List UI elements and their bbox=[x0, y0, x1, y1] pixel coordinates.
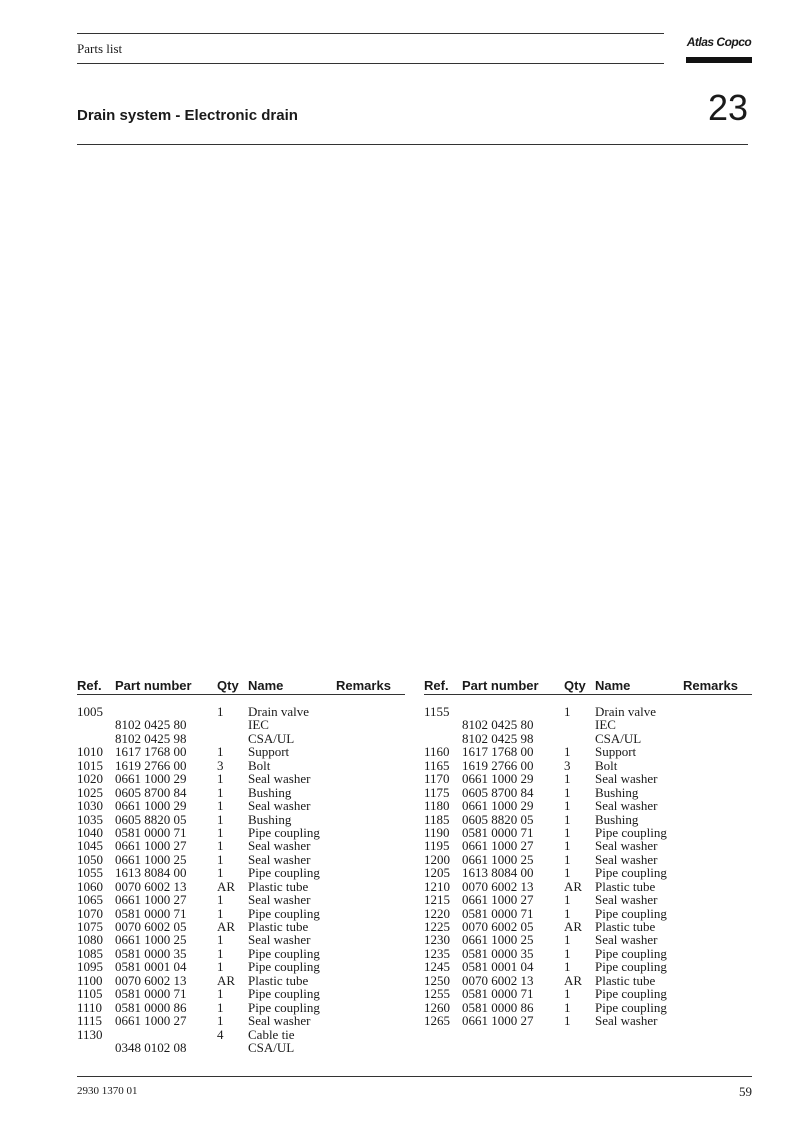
cell-qty: AR bbox=[564, 972, 583, 988]
cell-name: Pipe coupling bbox=[595, 945, 667, 961]
header-top-rule bbox=[77, 33, 664, 34]
cell-ref: 1160 bbox=[424, 744, 450, 760]
cell-name: Seal washer bbox=[595, 851, 658, 867]
cell-part-number: 0581 0000 71 bbox=[115, 905, 187, 921]
cell-ref: 1265 bbox=[424, 1013, 450, 1029]
cell-qty: 1 bbox=[217, 959, 224, 975]
table-row bbox=[424, 907, 752, 920]
cell-part-number: 1619 2766 00 bbox=[115, 757, 187, 773]
cell-name: Seal washer bbox=[248, 892, 311, 908]
table-row bbox=[424, 880, 752, 893]
cell-part-number: 0581 0000 35 bbox=[115, 945, 187, 961]
table-row bbox=[77, 960, 405, 973]
col-part-header: Part number bbox=[115, 678, 192, 693]
cell-ref: 1025 bbox=[77, 784, 103, 800]
cell-ref: 1195 bbox=[424, 838, 450, 854]
cell-part-number: 0661 1000 25 bbox=[115, 851, 187, 867]
cell-qty: AR bbox=[217, 878, 236, 894]
table-row bbox=[424, 974, 752, 987]
cell-qty: 1 bbox=[217, 999, 224, 1015]
cell-part-number: 0581 0000 71 bbox=[115, 986, 187, 1002]
cell-part-number: 0581 0000 86 bbox=[115, 999, 187, 1015]
cell-qty: 1 bbox=[217, 892, 224, 908]
cell-qty: 1 bbox=[217, 824, 224, 840]
cell-part-number: 0661 1000 29 bbox=[462, 771, 534, 787]
cell-qty: 1 bbox=[217, 811, 224, 827]
cell-name: IEC bbox=[595, 717, 616, 733]
cell-qty: 3 bbox=[564, 757, 571, 773]
cell-name: Seal washer bbox=[248, 771, 311, 787]
cell-name: Plastic tube bbox=[248, 878, 309, 894]
cell-name: Pipe coupling bbox=[595, 959, 667, 975]
cell-part-number: 1613 8084 00 bbox=[462, 865, 534, 881]
cell-ref: 1010 bbox=[77, 744, 103, 760]
cell-ref: 1075 bbox=[77, 919, 103, 934]
table-row bbox=[77, 732, 405, 745]
cell-ref: 1260 bbox=[424, 999, 450, 1015]
cell-part-number: 0070 6002 13 bbox=[115, 972, 187, 988]
cell-ref: 1215 bbox=[424, 892, 450, 908]
table-row bbox=[424, 705, 752, 718]
cell-ref: 1015 bbox=[77, 757, 103, 773]
cell-name: Support bbox=[595, 744, 637, 760]
table-row bbox=[424, 1014, 752, 1027]
cell-part-number: 0581 0000 35 bbox=[462, 945, 534, 961]
col-name-header: Name bbox=[248, 678, 284, 693]
col-remarks-header: Remarks bbox=[336, 678, 391, 693]
cell-part-number: 0661 1000 27 bbox=[462, 892, 534, 908]
table-row bbox=[77, 839, 405, 852]
table-row bbox=[77, 1041, 405, 1054]
cell-qty: AR bbox=[564, 878, 583, 894]
cell-part-number: 0661 1000 29 bbox=[115, 771, 187, 787]
cell-ref: 1115 bbox=[77, 1013, 103, 1029]
cell-qty: 4 bbox=[217, 1026, 224, 1042]
cell-name: CSA/UL bbox=[248, 730, 295, 746]
cell-ref: 1225 bbox=[424, 919, 450, 934]
cell-part-number: 1617 1768 00 bbox=[115, 744, 187, 760]
cell-name: Seal washer bbox=[595, 798, 658, 814]
cell-name: Pipe coupling bbox=[595, 905, 667, 921]
cell-ref: 1185 bbox=[424, 811, 450, 827]
cell-name: Bushing bbox=[595, 784, 639, 800]
col-part-header: Part number bbox=[462, 678, 539, 693]
table-row bbox=[424, 799, 752, 812]
cell-ref: 1230 bbox=[424, 932, 450, 948]
cell-ref: 1060 bbox=[77, 878, 103, 894]
brand-logo-bar bbox=[686, 57, 752, 63]
cell-part-number: 0070 6002 13 bbox=[115, 878, 187, 894]
section-rule bbox=[77, 144, 748, 145]
cell-name: Bushing bbox=[595, 811, 639, 827]
cell-name: Pipe coupling bbox=[248, 905, 320, 921]
cell-ref: 1235 bbox=[424, 945, 450, 961]
table-row bbox=[77, 974, 405, 987]
cell-ref: 1035 bbox=[77, 811, 103, 827]
cell-part-number: 0661 1000 27 bbox=[115, 892, 187, 908]
table-row bbox=[424, 866, 752, 879]
cell-qty: AR bbox=[217, 919, 236, 934]
table-row bbox=[424, 745, 752, 758]
parts-table-left bbox=[77, 678, 405, 1055]
cell-part-number: 0605 8820 05 bbox=[115, 811, 187, 827]
table-row bbox=[424, 786, 752, 799]
table-header bbox=[77, 678, 405, 694]
cell-part-number: 0661 1000 27 bbox=[115, 1013, 187, 1029]
table-header-rule bbox=[77, 694, 405, 695]
cell-ref: 1040 bbox=[77, 824, 103, 840]
table-row bbox=[77, 987, 405, 1000]
section-title: Drain system - Electronic drain bbox=[77, 107, 298, 124]
table-row bbox=[424, 772, 752, 785]
cell-name: Drain valve bbox=[248, 704, 310, 719]
col-ref-header: Ref. bbox=[424, 678, 449, 693]
cell-qty: 1 bbox=[564, 1013, 571, 1029]
cell-part-number: 1619 2766 00 bbox=[462, 757, 534, 773]
table-header-rule bbox=[424, 694, 752, 695]
cell-part-number: 0605 8700 84 bbox=[115, 784, 187, 800]
cell-name: Pipe coupling bbox=[248, 959, 320, 975]
cell-name: Pipe coupling bbox=[248, 999, 320, 1015]
cell-qty: 1 bbox=[564, 959, 571, 975]
cell-qty: 1 bbox=[217, 932, 224, 948]
table-row bbox=[424, 960, 752, 973]
cell-name: Seal washer bbox=[248, 838, 311, 854]
table-row bbox=[77, 866, 405, 879]
cell-ref: 1070 bbox=[77, 905, 103, 921]
cell-name: Seal washer bbox=[595, 771, 658, 787]
table-header bbox=[424, 678, 752, 694]
table-body bbox=[424, 705, 752, 1028]
cell-qty: 1 bbox=[217, 865, 224, 881]
cell-name: Pipe coupling bbox=[595, 865, 667, 881]
cell-part-number: 0581 0000 71 bbox=[462, 824, 534, 840]
cell-part-number: 8102 0425 80 bbox=[462, 717, 534, 733]
cell-ref: 1175 bbox=[424, 784, 450, 800]
cell-ref: 1045 bbox=[77, 838, 103, 854]
cell-qty: 1 bbox=[217, 851, 224, 867]
cell-name: Drain valve bbox=[595, 704, 657, 719]
cell-qty: 1 bbox=[564, 704, 571, 719]
cell-qty: 1 bbox=[564, 771, 571, 787]
cell-part-number: 0661 1000 29 bbox=[462, 798, 534, 814]
table-row bbox=[77, 759, 405, 772]
cell-name: Plastic tube bbox=[248, 919, 309, 934]
header-label: Parts list bbox=[77, 41, 123, 56]
cell-ref: 1110 bbox=[77, 999, 103, 1015]
table-row bbox=[77, 813, 405, 826]
cell-qty: 1 bbox=[217, 838, 224, 854]
table-row bbox=[77, 933, 405, 946]
cell-name: CSA/UL bbox=[248, 1039, 295, 1055]
cell-ref: 1220 bbox=[424, 905, 450, 921]
cell-name: Plastic tube bbox=[595, 919, 656, 934]
cell-name: Seal washer bbox=[248, 851, 311, 867]
cell-name: Pipe coupling bbox=[248, 986, 320, 1002]
cell-part-number: 0605 8700 84 bbox=[462, 784, 534, 800]
cell-name: Pipe coupling bbox=[595, 824, 667, 840]
cell-qty: 1 bbox=[217, 771, 224, 787]
cell-name: Plastic tube bbox=[248, 972, 309, 988]
cell-qty: 1 bbox=[564, 932, 571, 948]
table-row bbox=[424, 839, 752, 852]
cell-name: Bolt bbox=[595, 757, 618, 773]
table-row bbox=[424, 759, 752, 772]
cell-part-number: 0070 6002 13 bbox=[462, 972, 534, 988]
cell-qty: 1 bbox=[217, 704, 224, 719]
cell-name: Seal washer bbox=[595, 892, 658, 908]
cell-name: Pipe coupling bbox=[248, 945, 320, 961]
cell-name: Cable tie bbox=[248, 1026, 295, 1042]
parts-table-right bbox=[424, 678, 752, 1029]
cell-part-number: 8102 0425 80 bbox=[115, 717, 187, 733]
brand-logo-text: Atlas Copco bbox=[686, 35, 752, 49]
table-row bbox=[424, 853, 752, 866]
cell-qty: AR bbox=[217, 972, 236, 988]
table-row bbox=[77, 907, 405, 920]
table-row bbox=[424, 987, 752, 1000]
cell-part-number: 0581 0000 71 bbox=[462, 986, 534, 1002]
cell-name: Seal washer bbox=[248, 798, 311, 814]
cell-name: Seal washer bbox=[248, 932, 311, 948]
cell-ref: 1085 bbox=[77, 945, 103, 961]
cell-ref: 1080 bbox=[77, 932, 103, 948]
cell-qty: 1 bbox=[564, 824, 571, 840]
cell-part-number: 0070 6002 05 bbox=[462, 919, 534, 934]
cell-name: Plastic tube bbox=[595, 878, 656, 894]
cell-part-number: 0661 1000 27 bbox=[462, 838, 534, 854]
cell-part-number: 0661 1000 25 bbox=[462, 932, 534, 948]
cell-name: Seal washer bbox=[595, 1013, 658, 1029]
table-row bbox=[424, 920, 752, 933]
cell-ref: 1065 bbox=[77, 892, 103, 908]
cell-part-number: 0661 1000 27 bbox=[115, 838, 187, 854]
cell-name: CSA/UL bbox=[595, 730, 642, 746]
table-row bbox=[77, 893, 405, 906]
cell-part-number: 0581 0001 04 bbox=[462, 959, 534, 975]
cell-qty: 1 bbox=[217, 744, 224, 760]
brand-logo bbox=[686, 34, 752, 64]
cell-ref: 1130 bbox=[77, 1026, 103, 1042]
cell-qty: 1 bbox=[564, 999, 571, 1015]
cell-name: Bushing bbox=[248, 811, 292, 827]
cell-ref: 1255 bbox=[424, 986, 450, 1002]
cell-qty: 1 bbox=[564, 905, 571, 921]
section-number: 23 bbox=[707, 87, 748, 128]
cell-ref: 1105 bbox=[77, 986, 103, 1002]
table-row bbox=[77, 786, 405, 799]
cell-qty: 1 bbox=[564, 851, 571, 867]
table-row bbox=[424, 933, 752, 946]
header-bottom-rule bbox=[77, 63, 664, 64]
cell-ref: 1205 bbox=[424, 865, 450, 881]
cell-ref: 1245 bbox=[424, 959, 450, 975]
cell-qty: 1 bbox=[564, 811, 571, 827]
cell-part-number: 0661 1000 25 bbox=[462, 851, 534, 867]
cell-name: Support bbox=[248, 744, 290, 760]
cell-qty: 1 bbox=[217, 986, 224, 1002]
cell-part-number: 0348 0102 08 bbox=[115, 1039, 187, 1055]
cell-part-number: 0581 0000 71 bbox=[115, 824, 187, 840]
cell-qty: 1 bbox=[217, 784, 224, 800]
cell-qty: AR bbox=[564, 919, 583, 934]
cell-ref: 1005 bbox=[77, 704, 103, 719]
table-row bbox=[77, 772, 405, 785]
cell-qty: 1 bbox=[564, 945, 571, 961]
footer-rule bbox=[77, 1076, 752, 1077]
cell-part-number: 1613 8084 00 bbox=[115, 865, 187, 881]
cell-qty: 1 bbox=[217, 945, 224, 961]
cell-ref: 1190 bbox=[424, 824, 450, 840]
cell-qty: 1 bbox=[564, 784, 571, 800]
table-row bbox=[77, 1001, 405, 1014]
cell-qty: 1 bbox=[217, 1013, 224, 1029]
cell-part-number: 0661 1000 27 bbox=[462, 1013, 534, 1029]
page-number: 59 bbox=[739, 1084, 752, 1099]
col-qty-header: Qty bbox=[217, 678, 239, 693]
cell-ref: 1020 bbox=[77, 771, 103, 787]
col-remarks-header: Remarks bbox=[683, 678, 738, 693]
table-row bbox=[77, 745, 405, 758]
cell-ref: 1155 bbox=[424, 704, 450, 719]
cell-qty: 1 bbox=[564, 865, 571, 881]
cell-qty: 3 bbox=[217, 757, 224, 773]
cell-name: Plastic tube bbox=[595, 972, 656, 988]
table-body bbox=[77, 705, 405, 1054]
table-row bbox=[424, 893, 752, 906]
cell-ref: 1250 bbox=[424, 972, 450, 988]
cell-part-number: 0581 0001 04 bbox=[115, 959, 187, 975]
cell-name: IEC bbox=[248, 717, 269, 733]
table-row bbox=[77, 1014, 405, 1027]
cell-name: Pipe coupling bbox=[248, 824, 320, 840]
cell-name: Seal washer bbox=[595, 838, 658, 854]
cell-ref: 1210 bbox=[424, 878, 450, 894]
cell-part-number: 0605 8820 05 bbox=[462, 811, 534, 827]
cell-ref: 1050 bbox=[77, 851, 103, 867]
cell-ref: 1165 bbox=[424, 757, 450, 773]
cell-ref: 1170 bbox=[424, 771, 450, 787]
cell-name: Pipe coupling bbox=[595, 999, 667, 1015]
table-row bbox=[77, 718, 405, 731]
col-qty-header: Qty bbox=[564, 678, 586, 693]
cell-ref: 1100 bbox=[77, 972, 103, 988]
cell-name: Seal washer bbox=[248, 1013, 311, 1029]
table-row bbox=[424, 732, 752, 745]
cell-name: Pipe coupling bbox=[248, 865, 320, 881]
col-ref-header: Ref. bbox=[77, 678, 102, 693]
table-row bbox=[424, 947, 752, 960]
table-row bbox=[77, 705, 405, 718]
cell-ref: 1055 bbox=[77, 865, 103, 881]
cell-ref: 1030 bbox=[77, 798, 103, 814]
table-row bbox=[424, 826, 752, 839]
cell-part-number: 0581 0000 86 bbox=[462, 999, 534, 1015]
table-row bbox=[424, 813, 752, 826]
cell-part-number: 0581 0000 71 bbox=[462, 905, 534, 921]
document-number: 2930 1370 01 bbox=[77, 1085, 138, 1097]
cell-part-number: 8102 0425 98 bbox=[115, 730, 187, 746]
table-row bbox=[77, 880, 405, 893]
cell-ref: 1095 bbox=[77, 959, 103, 975]
cell-ref: 1180 bbox=[424, 798, 450, 814]
cell-part-number: 0070 6002 13 bbox=[462, 878, 534, 894]
table-row bbox=[77, 947, 405, 960]
cell-qty: 1 bbox=[564, 838, 571, 854]
cell-name: Bushing bbox=[248, 784, 292, 800]
table-row bbox=[424, 718, 752, 731]
cell-qty: 1 bbox=[564, 892, 571, 908]
table-row bbox=[77, 853, 405, 866]
cell-qty: 1 bbox=[564, 744, 571, 760]
cell-part-number: 8102 0425 98 bbox=[462, 730, 534, 746]
table-row bbox=[77, 920, 405, 933]
cell-part-number: 0661 1000 29 bbox=[115, 798, 187, 814]
cell-name: Seal washer bbox=[595, 932, 658, 948]
cell-qty: 1 bbox=[217, 905, 224, 921]
cell-part-number: 0661 1000 25 bbox=[115, 932, 187, 948]
table-row bbox=[77, 799, 405, 812]
col-name-header: Name bbox=[595, 678, 631, 693]
cell-part-number: 1617 1768 00 bbox=[462, 744, 534, 760]
cell-qty: 1 bbox=[564, 798, 571, 814]
cell-part-number: 0070 6002 05 bbox=[115, 919, 187, 934]
cell-qty: 1 bbox=[217, 798, 224, 814]
table-row bbox=[77, 826, 405, 839]
cell-name: Pipe coupling bbox=[595, 986, 667, 1002]
table-row bbox=[77, 1028, 405, 1041]
cell-name: Bolt bbox=[248, 757, 271, 773]
table-row bbox=[424, 1001, 752, 1014]
cell-qty: 1 bbox=[564, 986, 571, 1002]
cell-ref: 1200 bbox=[424, 851, 450, 867]
